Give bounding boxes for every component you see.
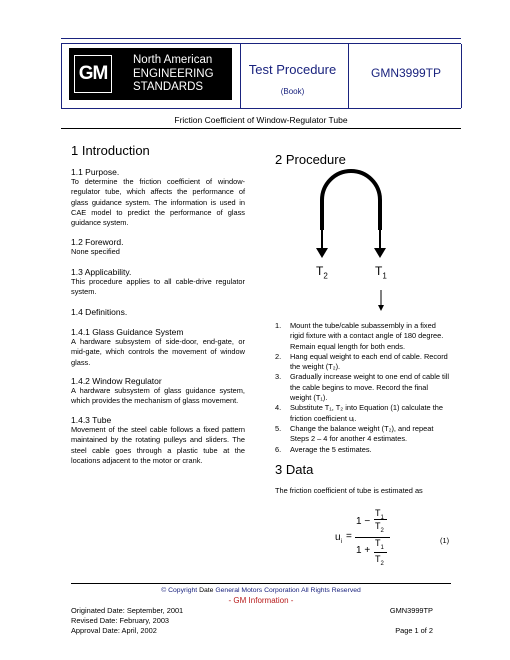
procedure-step: [275, 352, 450, 373]
step-number: 5.: [275, 423, 282, 433]
page-number: Page 1 of 2: [395, 626, 433, 635]
cable-loop: [322, 171, 380, 230]
revised-date: Revised Date: February, 2003: [71, 616, 170, 625]
label-t1: $T_1$: [375, 264, 387, 281]
header-doc-number: GMN3999TP: [370, 66, 442, 80]
eq-num-t1: $T_1$: [375, 508, 384, 521]
footer-doc-number: GMN3999TP: [389, 606, 433, 615]
section-1-4-1-title: 1.4.1 Glass Guidance System: [71, 327, 184, 337]
section-1-4-3-body: Movement of the steel cable follows a fixed pattern maintained by the rotating pulleys and sliders. The steel cable goes through a plastic tube at the locations adjacent to the motor or crank.: [71, 425, 245, 465]
section-1-4-3-title: 1.4.3 Tube: [71, 415, 112, 425]
section-1-2-body: None specified: [71, 247, 120, 256]
section-2-title: 2 Procedure: [275, 152, 346, 167]
step-number: 3.: [275, 372, 282, 382]
footer-rule: [71, 583, 451, 584]
step-text: Substitute T₁, T₂ into Equation (1) calculate the friction coefficient uᵢ.: [290, 403, 443, 423]
small-arrow-head: [378, 305, 384, 311]
section-1-4-1-body: A hardware subsystem of side-door, end-gate, or mid-gate, which controls the movement of window glass.: [71, 337, 245, 367]
eq-num-one-minus: 1 −: [356, 516, 371, 527]
step-number: 6.: [275, 444, 282, 454]
section-1-3-body: This procedure applies to all cable-drive regulator system.: [71, 277, 245, 297]
step-number: 2.: [275, 351, 282, 361]
eq-num-t2: $T_2$: [375, 521, 384, 534]
doc-subtype: (Book): [280, 87, 305, 96]
section-3-title: 3 Data: [275, 462, 314, 477]
eq-den-t1: $T_1$: [375, 538, 384, 551]
procedure-step: [275, 321, 450, 352]
step-text: Mount the tube/cable subassembly in a fixed rigid fixture with a contact angle of 180 degree. Remain equal length for both ends.: [290, 321, 444, 351]
gm-information: - GM Information -: [228, 596, 294, 605]
approval-date: Approval Date: April, 2002: [71, 626, 157, 635]
section-1-4-title: 1.4 Definitions.: [71, 307, 128, 317]
org-line-1: North American: [133, 54, 213, 66]
section-1-title: 1 Introduction: [71, 143, 150, 158]
eq-den-one-plus: 1 +: [356, 545, 371, 556]
eq-inner-bar-bottom: [374, 552, 387, 553]
org-line-3: STANDARDS: [133, 81, 204, 93]
eq-main-bar: [355, 537, 390, 538]
document-title: Friction Coefficient of Window-Regulator Tube: [174, 115, 348, 125]
procedure-steps: [275, 321, 450, 455]
section-1-1-title: 1.1 Purpose.: [71, 167, 120, 177]
copyright-line: © Copyright Date General Motors Corporation All Rights Reserved: [161, 587, 361, 594]
step-text: Change the balance weight (T₂), and repeat Steps 2 – 4 for another 4 estimates.: [290, 423, 434, 444]
procedure-step: [275, 403, 450, 424]
step-text: Gradually increase weight to one end of cable till the cable begins to move. Record the final weight (T₁).: [290, 372, 449, 403]
eq-lhs: $u_i$: [335, 532, 342, 545]
eq-equals: =: [346, 531, 352, 542]
step-number: 4.: [275, 403, 282, 413]
section-1-2-title: 1.2 Foreword.: [71, 237, 124, 247]
org-line-2: ENGINEERING: [133, 67, 214, 80]
equation-number: (1): [440, 536, 450, 545]
step-text: Average the 5 estimates.: [290, 444, 372, 454]
step-text: Hang equal weight to each end of cable. Record the weight (T₂).: [290, 351, 448, 372]
eq-inner-bar-top: [374, 519, 387, 520]
doc-type: Test Procedure: [248, 62, 337, 77]
step-number: 1.: [275, 321, 282, 330]
section-1-1-body: To determine the friction coefficient of window-regulator tube, which affects the performance of glass guidance system. The information is used in CAE model to predict the performance of glass guidance system.: [71, 177, 245, 228]
originated-date: Originated Date: September, 2001: [71, 606, 184, 615]
label-t2: $T_2$: [316, 264, 328, 281]
eq-den-t2: $T_2$: [375, 554, 384, 567]
procedure-step: [275, 372, 450, 403]
section-1-3-title: 1.3 Applicability.: [71, 267, 132, 277]
gm-logo: GM: [74, 55, 112, 93]
procedure-step: [275, 424, 450, 445]
section-3-body: The friction coefficient of tube is estimated as: [275, 486, 423, 495]
section-1-4-2-body: A hardware subsystem of glass guidance system, which provides the mechanism of glass movement.: [71, 386, 245, 406]
procedure-step: [275, 445, 450, 455]
tube-cable-diagram: [0, 0, 510, 320]
section-1-4-2-title: 1.4.2 Window Regulator: [71, 376, 162, 386]
